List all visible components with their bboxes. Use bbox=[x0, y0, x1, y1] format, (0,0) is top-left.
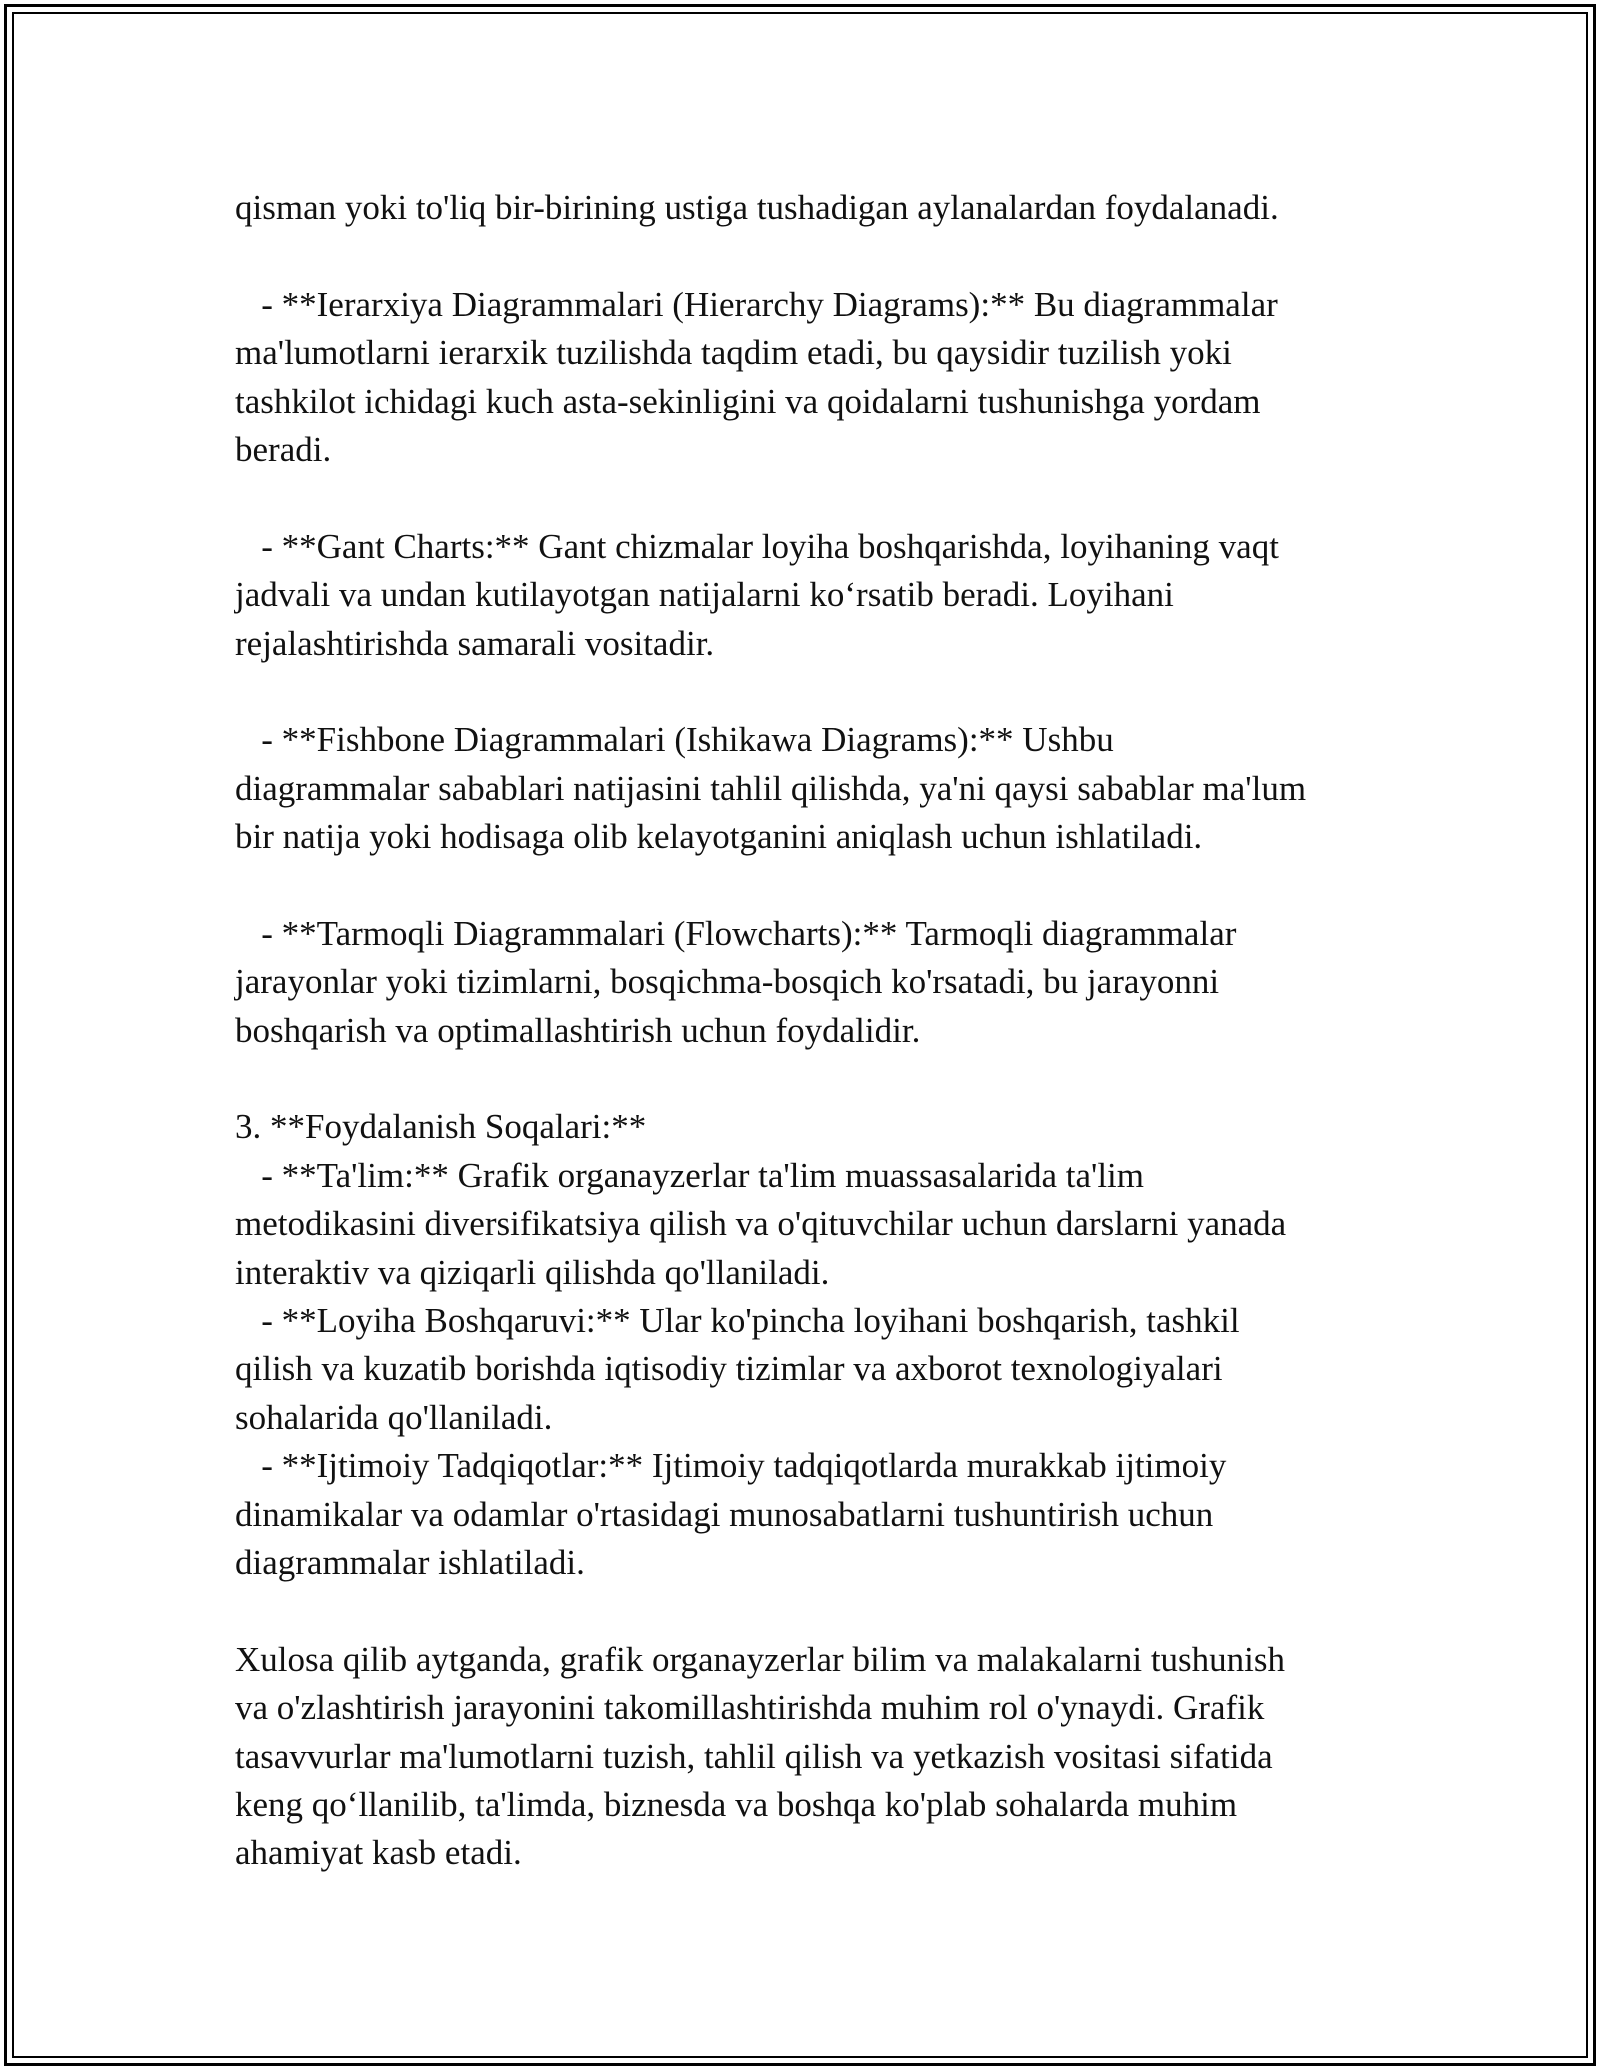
paragraph-gant-charts bbox=[235, 523, 1375, 668]
text-line: - **Gant Charts:** Gant chizmalar loyiha boshqarishda, loyihaning vaqt bbox=[235, 526, 1279, 566]
text-line: - **Loyiha Boshqaruvi:** Ular ko'pincha loyihani boshqarish, tashkil bbox=[235, 1300, 1240, 1340]
text-line: ma'lumotlarni ierarxik tuzilishda taqdim etadi, bu qaysidir tuzilish yoki bbox=[235, 333, 1232, 373]
paragraph-hierarchy-diagrams bbox=[235, 281, 1375, 475]
text-line: bir natija yoki hodisaga olib kelayotganini aniqlash uchun ishlatiladi. bbox=[235, 817, 1203, 857]
paragraph-gap bbox=[235, 1587, 1375, 1635]
section-heading: 3. **Foydalanish Soqalari:** bbox=[235, 1107, 647, 1147]
text-line: interaktiv va qiziqarli qilishda qo'llaniladi. bbox=[235, 1252, 830, 1292]
paragraph-gap bbox=[235, 1055, 1375, 1103]
text-line: tashkilot ichidagi kuch asta-sekinligini va qoidalarni tushunishga yordam bbox=[235, 381, 1261, 421]
text-line: Xulosa qilib aytganda, grafik organayzerlar bilim va malakalarni tushunish bbox=[235, 1639, 1286, 1679]
text-line: rejalashtirishda samarali vositadir. bbox=[235, 623, 715, 663]
text-line: sohalarida qo'llaniladi. bbox=[235, 1397, 553, 1437]
paragraph-fishbone-diagrams bbox=[235, 716, 1375, 861]
text-line: qisman yoki to'liq bir-birining ustiga tushadigan aylanalardan foydalanadi. bbox=[235, 188, 1279, 227]
text-line: boshqarish va optimallashtirish uchun foydalidir. bbox=[235, 1010, 921, 1050]
document-body bbox=[235, 184, 1375, 1878]
text-line: jadvali va undan kutilayotgan natijalarni ko‘rsatib beradi. Loyihani bbox=[235, 575, 1174, 615]
paragraph-gap bbox=[235, 474, 1375, 522]
paragraph-flowcharts bbox=[235, 910, 1375, 1055]
text-line: tasavvurlar ma'lumotlarni tuzish, tahlil qilish va yetkazish vositasi sifatida bbox=[235, 1736, 1273, 1776]
text-line: jarayonlar yoki tizimlarni, bosqichma-bosqich ko'rsatadi, bu jarayonni bbox=[235, 962, 1220, 1002]
text-line: ahamiyat kasb etadi. bbox=[235, 1833, 522, 1873]
text-line: metodikasini diversifikatsiya qilish va o'qituvchilar uchun darslarni yanada bbox=[235, 1204, 1287, 1244]
text-line: keng qo‘llanilib, ta'limda, biznesda va boshqa ko'plab sohalarda muhim bbox=[235, 1784, 1238, 1824]
text-line: - **Tarmoqli Diagrammalari (Flowcharts):** Tarmoqli diagrammalar bbox=[235, 913, 1237, 953]
paragraph-gap bbox=[235, 861, 1375, 909]
text-line: - **Ijtimoiy Tadqiqotlar:** Ijtimoiy tadqiqotlarda murakkab ijtimoiy bbox=[235, 1446, 1227, 1486]
text-line: qilish va kuzatib borishda iqtisodiy tizimlar va axborot texnologiyalari bbox=[235, 1349, 1223, 1389]
text-line: dinamikalar va odamlar o'rtasidagi munosabatlarni tushuntirish uchun bbox=[235, 1494, 1214, 1534]
text-line: - **Ierarxiya Diagrammalari (Hierarchy Diagrams):** Bu diagrammalar bbox=[235, 284, 1278, 324]
section-usage-areas bbox=[235, 1103, 1375, 1587]
paragraph-gap bbox=[235, 668, 1375, 716]
text-line: va o'zlashtirish jarayonini takomillashtirishda muhim rol o'ynaydi. Grafik bbox=[235, 1688, 1265, 1728]
paragraph-venn-continuation bbox=[235, 184, 1375, 232]
paragraph-gap bbox=[235, 232, 1375, 280]
text-line: diagrammalar sabablari natijasini tahlil qilishda, ya'ni qaysi sabablar ma'lum bbox=[235, 768, 1307, 808]
text-line: - **Ta'lim:** Grafik organayzerlar ta'lim muassasalarida ta'lim bbox=[235, 1155, 1144, 1195]
paragraph-conclusion bbox=[235, 1636, 1375, 1878]
text-line: diagrammalar ishlatiladi. bbox=[235, 1542, 585, 1582]
text-line: beradi. bbox=[235, 429, 332, 469]
text-line: - **Fishbone Diagrammalari (Ishikawa Diagrams):** Ushbu bbox=[235, 720, 1114, 760]
